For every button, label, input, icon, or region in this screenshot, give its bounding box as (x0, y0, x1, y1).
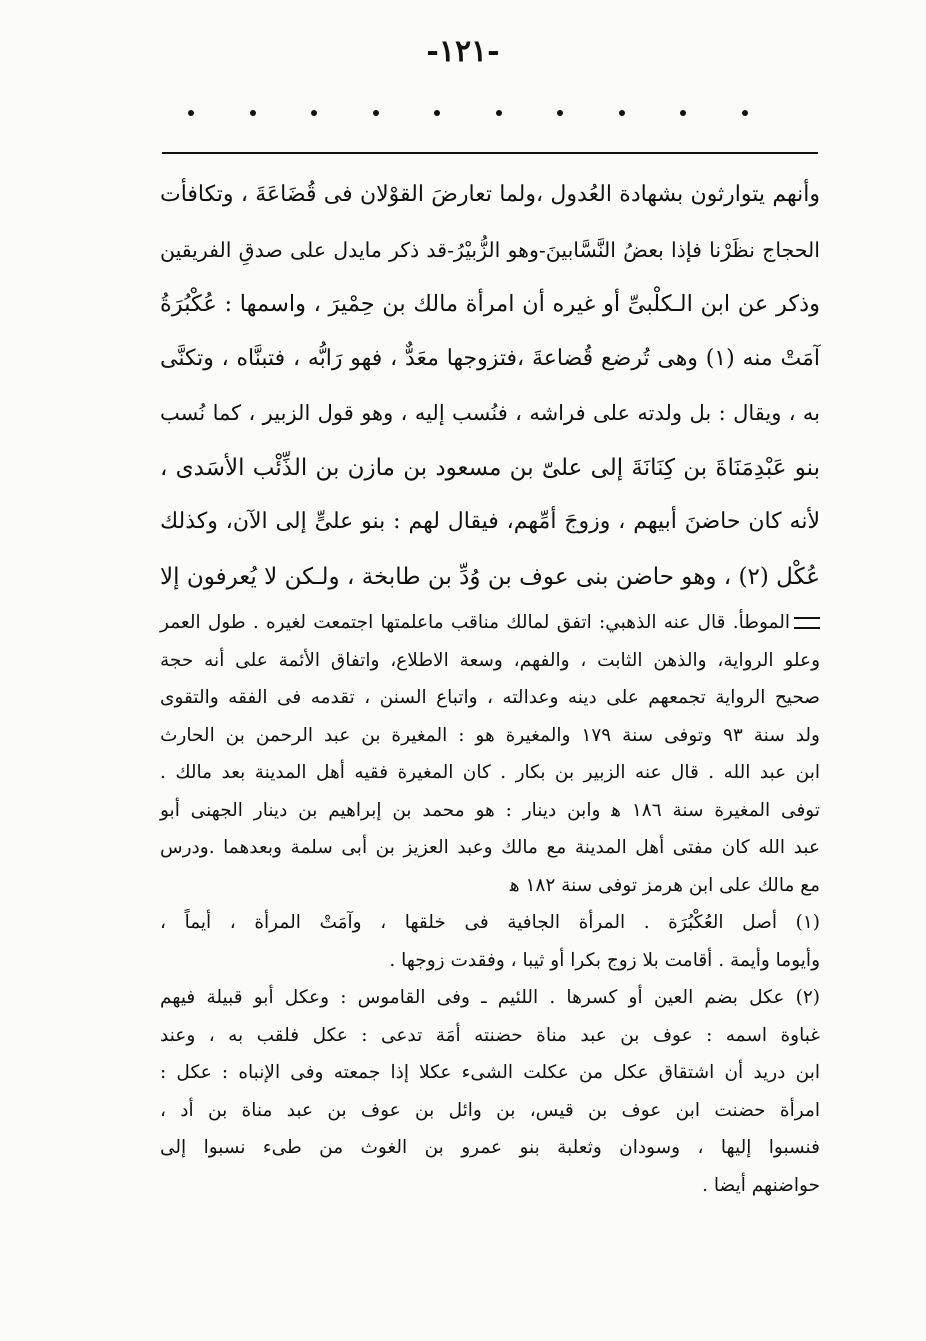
footnote-line: ابن عبد الله . قال عنه الزبير بن بكار . كان المغيرة فقيه أهل المدينة بعد مالك . (160, 762, 820, 783)
body-line: لأنه كان حاضنَ أبيهم ، وزوجَ أمِّهم، فيقال لهم : بنو علىٍّ إلى الآن، وكذلك (160, 509, 820, 534)
footnote-line: مع مالك على ابن هرمز توفى سنة ١٨٢ ﻫ (509, 874, 820, 896)
separator-dot (373, 110, 379, 116)
separator-dot (619, 110, 625, 116)
body-line: وأنهم يتوارثون بشهادة العُدول ،ولما تعارضَ القوْلان فى قُضَاعَةَ ، وتكافأت (160, 182, 820, 207)
separator-dot (496, 110, 502, 116)
separator-dot (311, 110, 317, 116)
body-line: وذكر عن ابن الـكلْبىِّ أو غيره أن امرأة مالك بن حِمْيرَ ، واسمها : عُكْبُرَةُ (160, 291, 820, 317)
footnote-line: توفى المغيرة سنة ١٨٦ ﻫ وابن دينار : هو محمد بن إبراهيم بن دينار الجهنى أبو (160, 799, 820, 821)
page-number: -١٢١- (426, 34, 500, 69)
separator-dot (250, 110, 256, 116)
footnote-line: وعلو الرواية، والذهن الثابت ، والفهم، وسعة الاطلاع، واتفاق الأئمة على أنه حجة (160, 649, 820, 671)
footnote-2-line: ابن دريد أن اشتقاق عكل من عكلت الشىء عكلا إذا جمعته وفى الإنباه : عكل : (160, 1062, 820, 1083)
footnote-line: عبد الله كان مفتى أهل المدينة مع مالك وعبد العزيز بن أبى سلمة وبعدهما .ودرس (160, 837, 820, 858)
footnote-2-line: فنسبوا إليها ، وسودان وثعلبة بنو عمرو بن الغوث من طىء نسبوا إلى (160, 1137, 820, 1158)
main-body-text (160, 168, 820, 604)
footnote-2-line: (٢) عكل بضم العين أو كسرها . اللئيم ـ وفى القاموس : وعكل أبو قبيلة فيهم (160, 987, 820, 1008)
separator-dot (680, 110, 686, 116)
footnote-2-line: حواضنهم أيضا . (702, 1174, 820, 1196)
header-rule (162, 152, 818, 154)
separator-dot (557, 110, 563, 116)
footnote-line-text: الموطأ. قال عنه الذهبي: اتفق لمالك مناقب ماعلمتها اجتمعت لغيره . طول العمر (160, 612, 790, 633)
footnote-2-line: غباوة اسمه : عوف بن عبد مناة حضنته أمَة تدعى : عكل فلقب به ، وعند (160, 1024, 820, 1046)
footnote-line (160, 604, 820, 642)
body-line: به ، ويقال : بل ولدته على فراشه ، فنُسب إليه ، وهو قول الزبير ، كما نُسب (160, 401, 820, 425)
footnote-1-line: (١) أصل العُكْبُرَة . المرأة الجافية فى خلقها ، وآمَتْ المرأة ، أيماً ، (160, 912, 820, 933)
footnote-line: صحيح الرواية تجمعهم على دينه وعدالته ، واتباع السنن ، تقدمه فى الفقه والتقوى (160, 687, 820, 708)
separator-dot (742, 110, 748, 116)
body-line: بنو عَبْدِمَنَاةَ بن كِنَانَةَ إلى علىّ بن مسعود بن مازن بن الذِّئْب الأسَدى ، (160, 454, 820, 481)
footnote-line: ولد سنة ٩٣ وتوفى سنة ١٧٩ والمغيرة هو : المغيرة بن عبد الرحمن بن الحارث (160, 724, 820, 746)
separator-dots (188, 110, 748, 116)
footnotes (160, 604, 820, 1204)
separator-dot (434, 110, 440, 116)
body-line: عُكْل (٢) ، وهو حاضن بنى عوف بن وُدِّ بن طابخة ، ولـكن لا يُعرفون إلا (160, 563, 820, 590)
footnote-2-line: امرأة حضنت ابن عوف بن قيس، بن وائل بن عوف بن عبد مناة بن أد ، (160, 1099, 820, 1121)
body-line: آمَتْ منه (١) وهى تُرضع قُضاعةَ ،فتزوجها معَدٌّ ، فهو رَابُّه ، فتبنَّاه ، وتكنَّى (160, 345, 820, 371)
body-line: الحجاج نظَرْنا فإذا بعضُ النَّسَّابينَ-وهو الزُّبيْرُ-قد ذكر مايدل على صدقِ الفريقين (160, 237, 820, 262)
continuation-mark (794, 617, 820, 629)
footnote-1-line: وأيوما وأيمة . أقامت بلا زوج بكرا أو ثيبا ، وفقدت زوجها . (389, 949, 820, 971)
separator-dot (188, 110, 194, 116)
